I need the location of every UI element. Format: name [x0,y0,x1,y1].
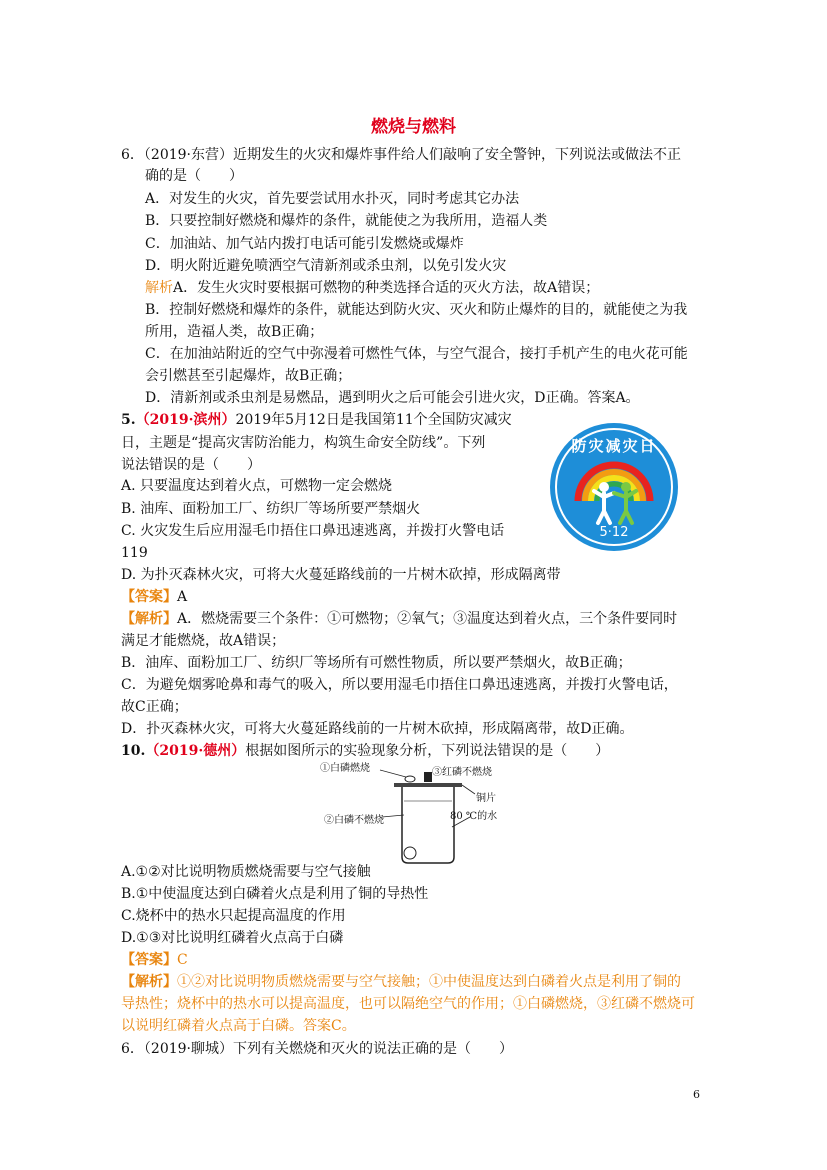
q6-analysis-line4: C．在加油站附近的空气中弥漫着可燃性气体，与空气混合，接打手机产生的电火花可能 [145,346,688,362]
q10-option-c: C.烧杯中的热水只起提高温度的作用 [121,908,346,924]
q10-analysis-label: 【解析】 [121,974,177,990]
q10-answer-value: C [177,952,188,968]
q5-stem-line2: 日，主题是“提高灾害防治能力，构筑生命安全防线”。下列 [121,435,486,451]
q10-stem-text: 根据如图所示的实验现象分析，下列说法错误的是（ ） [245,743,610,759]
q5-option-a: A. 只要温度达到着火点，可燃物一定会燃烧 [121,478,393,494]
q10-option-a: A.①②对比说明物质燃烧需要与空气接触 [121,864,371,880]
q5-analysis-line1 [121,609,677,629]
q6-analysis-line2: B．控制好燃烧和爆炸的条件，就能达到防火灾、灭火和防止爆炸的目的，就能使之为我 [145,302,688,318]
q6-analysis-line5: 会引燃甚至引起爆炸，故B正确； [145,368,352,384]
diagram-label-water: 80 ℃的水 [450,811,498,822]
q5-option-d: D. 为扑灭森林火灾，可将大火蔓延路线前的一片树木砍掉，形成隔离带 [121,567,561,583]
q6-analysis-label: 解析 [145,280,173,296]
q6-analysis-line1 [145,278,599,298]
q6-option-d: D．明火附近避免喷洒空气清新剂或杀虫剂，以免引发火灾 [145,258,507,274]
q6-option-b: B．只要控制好燃烧和爆炸的条件，就能使之为我所用，造福人类 [145,213,548,229]
q10-number: 10. [121,743,146,759]
q5-analysis-label: 【解析】 [121,611,177,627]
q6-analysis-text1: A．发生火灾时要根据可燃物的种类选择合适的灭火方法，故A错误； [173,280,600,296]
q5-analysis-line3: B．油库、面粉加工厂、纺织厂等场所有可燃性物质，所以要严禁烟火，故B正确； [121,655,632,671]
q6-stem-line1: 6．（2019·东营）近期发生的火灾和爆炸事件给人们敲响了安全警钟，下列说法或做法不正 [121,147,681,163]
q5-analysis-line4: C．为避免烟雾呛鼻和毒气的吸入，所以要用湿毛巾捂住口鼻迅速逃离，并拨打火警电话， [121,677,678,693]
q5-analysis-line2: 满足才能燃烧，故A错误； [121,633,286,649]
q6-analysis-line6: D．清新剂或杀虫剂是易燃品，遇到明火之后可能会引进火灾，D正确。答案A。 [145,390,640,406]
experiment-diagram [320,757,510,867]
q5-answer-value: A [177,589,188,605]
q5-stem-text1: 2019年5月12日是我国第11个全国防灾减灾 [235,412,512,428]
q5-analysis-text1: A．燃烧需要三个条件：①可燃物；②氧气；③温度达到着火点，三个条件要同时 [177,611,678,627]
q10-answer [121,950,188,970]
badge-date: 5·12 [599,525,629,540]
diagram-label-3: ③红磷不燃烧 [432,767,492,778]
q10-source: （2019·德州） [145,743,246,759]
q5-answer [121,587,187,607]
q5-analysis-line6: D．扑灭森林火灾，可将大火蔓延路线前的一片树木砍掉，形成隔离带，故D正确。 [121,721,634,737]
q5-answer-label: 【答案】 [121,589,177,605]
q10-analysis-line2: 导热性；烧杯中的热水可以提高温度，也可以隔绝空气的作用；①白磷燃烧，③红磷不燃烧可 [121,996,695,1012]
q6-option-a: A．对发生的火灾，首先要尝试用水扑灭，同时考虑其它办法 [145,191,520,207]
q10-analysis-text1: ①②对比说明物质燃烧需要与空气接触；①中使温度达到白磷着火点是利用了铜的 [177,974,681,990]
q6-stem-line2: 确的是（ ） [145,168,243,184]
q5-option-c: C. 火灾发生后应用湿毛巾捂住口鼻迅速逃离，并拨打火警电话 [121,523,505,539]
q5-analysis-line5: 故C正确； [121,699,188,715]
diagram-label-copper: 铜片 [476,793,496,804]
q6-option-c: C．加油站、加气站内拨打电话可能引发燃烧或爆炸 [145,236,464,252]
q5-stem-line1 [121,410,512,430]
q5-source: （2019·滨州） [135,412,236,428]
badge-title: 防灾减灾日 [571,437,657,455]
q10-option-b: B.①中使温度达到白磷着火点是利用了铜的导热性 [121,886,429,902]
q10-option-d: D.①③对比说明红磷着火点高于白磷 [121,930,344,946]
diagram-label-2: ②白磷不燃烧 [324,815,384,826]
diagram-label-1: ①白磷燃烧 [320,763,370,774]
page-number: 6 [693,1088,700,1101]
q5-number: 5. [121,412,136,428]
page-title: 燃烧与燃料 [371,117,456,137]
q5-stem-line3: 说法错误的是（ ） [121,457,261,473]
q6-analysis-line3: 所用，造福人类，故B正确； [145,324,324,340]
q5-option-b: B. 油库、面粉加工厂、纺织厂等场所要严禁烟火 [121,501,421,517]
disaster-prevention-day-badge [548,421,680,553]
q10-analysis-line3: 以说明红磷着火点高于白磷。答案C。 [121,1018,356,1034]
q6b-stem-line1: 6．（2019·聊城）下列有关燃烧和灭火的说法正确的是（ ） [121,1041,513,1057]
q5-option-c-cont: 119 [121,545,148,561]
q10-answer-label: 【答案】 [121,952,177,968]
q10-analysis-line1 [121,972,681,992]
